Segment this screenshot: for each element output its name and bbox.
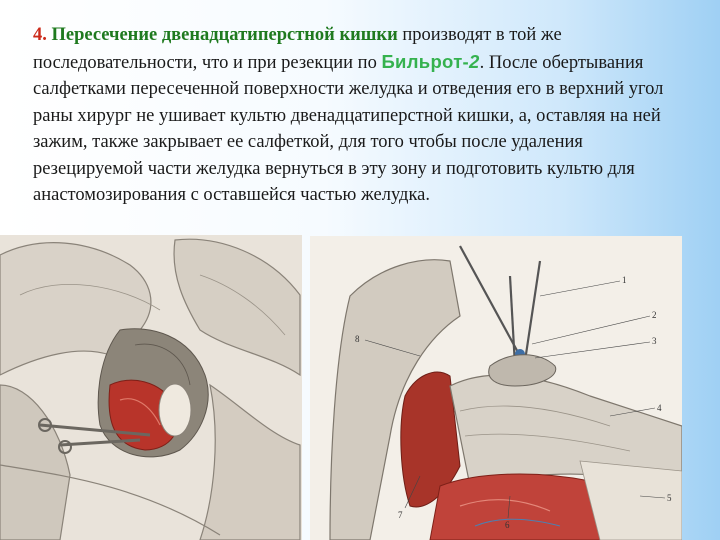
step-heading: Пересечение двенадцатиперстной кишки — [51, 25, 398, 45]
billroth-term-label: Бильрот- — [381, 50, 470, 72]
step-number: 4. — [33, 25, 47, 45]
description-paragraph — [33, 22, 683, 209]
body-text-part1: производят в той же последовательности, что и при резекции по — [33, 25, 562, 73]
figure-label-6: 6 — [505, 520, 510, 530]
surgical-illustration-right — [310, 236, 682, 540]
figure-label-1: 1 — [622, 275, 627, 285]
illustration-right-drawing — [310, 236, 682, 540]
figure-label-5: 5 — [667, 493, 672, 503]
illustration-left-drawing — [0, 235, 302, 540]
figure-label-3: 3 — [652, 336, 657, 346]
body-text-part2: . После обертывания салфетками пересеченной поверхности желудка и отведения его в верхний угол раны хирург не ушивает культю двенадцатиперстной кишки, а, оставляя на ней зажим, также закрывает ее салфеткой, для того чтобы после удаления резецируемой части желудка вернуться в эту зону и подготовить культю для анастомозирования с оставшейся частью желудка. — [33, 52, 664, 205]
figure-label-2: 2 — [652, 310, 657, 320]
surgical-illustration-left — [0, 235, 302, 540]
billroth-term-number: 2 — [469, 50, 480, 72]
billroth-term — [381, 51, 479, 72]
figure-label-8: 8 — [355, 334, 360, 344]
figure-label-4: 4 — [657, 403, 662, 413]
figure-label-7: 7 — [398, 510, 403, 520]
